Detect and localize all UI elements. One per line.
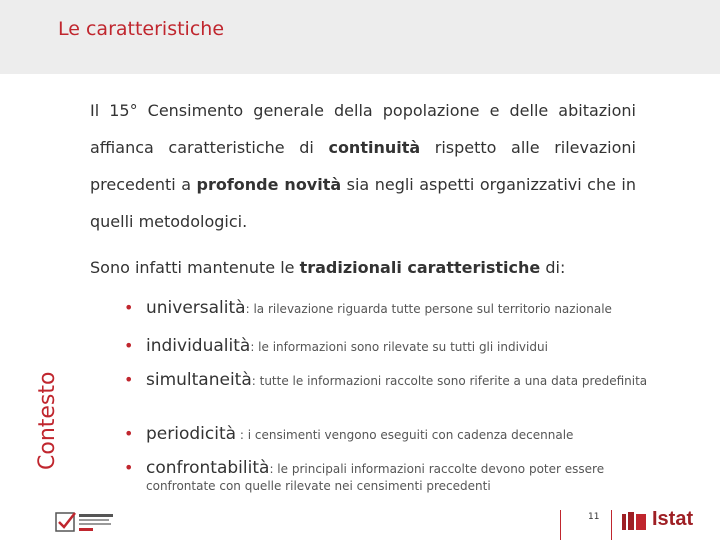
bullet-term: periodicità (146, 424, 237, 444)
intro-text-2: rispetto alle rilevazioni precedenti a (90, 138, 637, 194)
list-item (124, 424, 658, 444)
list-item (124, 372, 658, 389)
istat-logo-icon (622, 512, 648, 530)
page-number-frame (560, 510, 612, 540)
bullet-dot-icon: • (124, 458, 134, 477)
bullet-term: simultaneità (146, 370, 252, 390)
intro-text-3: sia negli aspetti organizzativi che in quelli metodologici. (90, 175, 637, 231)
istat-logo-text: Istat (652, 508, 694, 530)
intro-paragraph (90, 92, 636, 240)
bullet-dot-icon: • (124, 336, 134, 355)
list-item (124, 460, 658, 494)
bullet-term: confrontabilità (146, 458, 270, 478)
bullet-dot-icon: • (124, 370, 134, 389)
page-number: 11 (588, 512, 600, 522)
slide-title: Le caratteristiche (58, 18, 225, 40)
census-logo-icon (55, 510, 115, 536)
list-item (124, 298, 658, 318)
bullet-term: individualità (146, 336, 251, 356)
bullet-desc: : le informazioni sono rilevate su tutti gli individui (250, 340, 548, 354)
lead-text-1: Sono infatti mantenute le (90, 258, 300, 277)
lead-emph: tradizionali caratteristiche (299, 258, 541, 277)
bullet-term: universalità (146, 298, 246, 318)
bullet-dot-icon: • (124, 424, 134, 443)
bullet-desc: : la rilevazione riguarda tutte persone sul territorio nazionale (245, 302, 612, 316)
intro-emph-novita: profonde novità (196, 175, 342, 194)
intro-text-1: Il 15° Censimento generale della popolazione e delle abitazioni affianca caratteristiche di (90, 101, 636, 157)
bullet-desc: : le principali informazioni raccolte devono poter essere confrontate con quelle rilevate nei censimenti precedenti (146, 462, 605, 493)
bullet-dot-icon: • (124, 298, 134, 317)
lead-sentence (90, 258, 565, 277)
section-label: Contesto (35, 371, 60, 470)
bullet-desc: : i censimenti vengono eseguiti con cadenza decennale (236, 428, 574, 442)
intro-emph-continuita: continuità (328, 138, 421, 157)
bullet-desc: : tutte le informazioni raccolte sono riferite a una data predefinita (251, 374, 648, 388)
list-item (124, 336, 658, 356)
lead-text-2: di: (540, 258, 566, 277)
